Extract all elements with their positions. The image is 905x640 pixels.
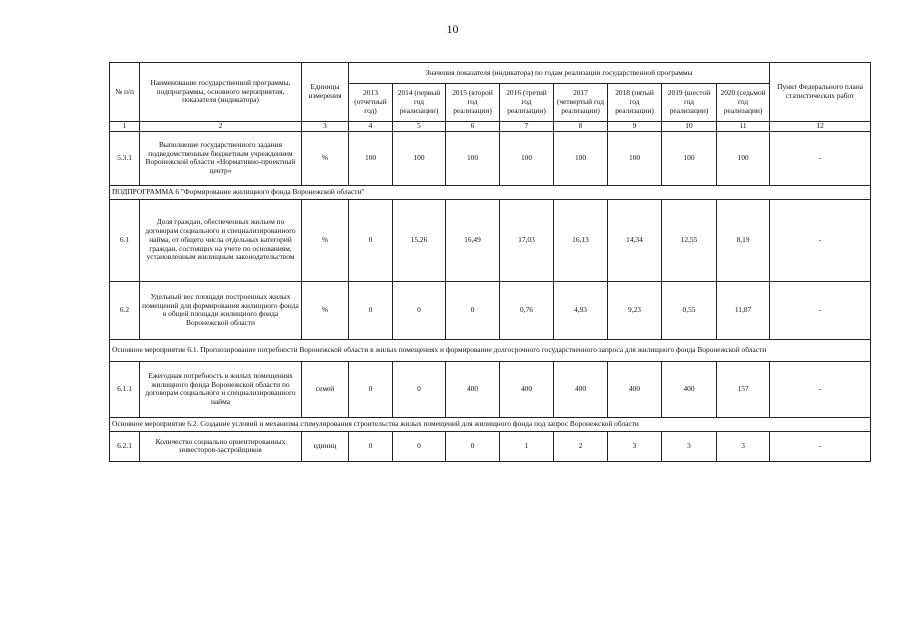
row-unit: единиц	[302, 431, 349, 461]
row-value: 0	[446, 431, 500, 461]
row-value: 1	[500, 431, 554, 461]
row-value: 3	[717, 431, 770, 461]
row-fed-plan: -	[770, 361, 871, 417]
row-unit: %	[302, 199, 349, 281]
subprogram-row	[110, 185, 871, 199]
row-value: 100	[662, 131, 717, 185]
row-fed-plan: -	[770, 131, 871, 185]
row-name: Количество социально ориентированных инвесторов-застройщиков	[140, 431, 302, 461]
row-value: 12,55	[662, 199, 717, 281]
header-year: 2018 (пятый год реализации)	[608, 84, 662, 122]
header-year: 2013 (отчетный год)	[349, 84, 393, 122]
measure-row	[110, 339, 871, 361]
row-fed-plan: -	[770, 199, 871, 281]
column-number: 1	[110, 122, 140, 132]
row-value: 14,34	[608, 199, 662, 281]
subprogram-title: ПОДПРОГРАММА 6 "Формирование жилищного фонда Воронежской области"	[110, 185, 871, 199]
row-value: 16,13	[554, 199, 608, 281]
row-value: 100	[393, 131, 446, 185]
row-value: 0	[349, 281, 393, 339]
row-value: 0	[349, 361, 393, 417]
row-value: 4,93	[554, 281, 608, 339]
column-number: 8	[554, 122, 608, 132]
row-value: 17,03	[500, 199, 554, 281]
table-row	[110, 131, 871, 185]
row-value: 3	[608, 431, 662, 461]
row-value: 0,76	[500, 281, 554, 339]
row-name: Удельный вес площади построенных жилых помещений для формирования жилищного фонда в общей площади жилищного фонда Воронежской области	[140, 281, 302, 339]
row-num: 6.1.1	[110, 361, 140, 417]
column-number: 12	[770, 122, 871, 132]
column-number: 10	[662, 122, 717, 132]
table-row	[110, 431, 871, 461]
column-number: 4	[349, 122, 393, 132]
row-value: 0	[393, 281, 446, 339]
row-unit: семей	[302, 361, 349, 417]
row-value: 100	[500, 131, 554, 185]
table-row	[110, 281, 871, 339]
row-value: 400	[500, 361, 554, 417]
header-col-unit: Единицы измерения	[302, 63, 349, 122]
header-col-fed-plan: Пункт Федерального плана статистических работ	[770, 63, 871, 122]
row-num: 6.2	[110, 281, 140, 339]
row-value: 8,19	[717, 199, 770, 281]
row-value: 100	[554, 131, 608, 185]
column-number: 5	[393, 122, 446, 132]
header-year: 2019 (шестой год реализации)	[662, 84, 717, 122]
row-value: 400	[554, 361, 608, 417]
row-value: 400	[608, 361, 662, 417]
table-row	[110, 199, 871, 281]
row-value: 400	[662, 361, 717, 417]
row-name: Выполнение государственного задания подведомственным бюджетным учреждением Воронежской области «Нормативно-проектный центр»	[140, 131, 302, 185]
row-value: 11,87	[717, 281, 770, 339]
row-value: 9,23	[608, 281, 662, 339]
header-col-num: № п/п	[110, 63, 140, 122]
header-year: 2014 (первый год реализации)	[393, 84, 446, 122]
header-year: 2017 (четвертый год реализации)	[554, 84, 608, 122]
measure-row	[110, 417, 871, 431]
row-value: 0	[393, 361, 446, 417]
row-value: 0	[349, 431, 393, 461]
row-num: 5.3.1	[110, 131, 140, 185]
header-values-group: Значения показателя (индикатора) по годам реализации государственной программы	[349, 63, 770, 84]
table-row	[110, 361, 871, 417]
row-value: 100	[717, 131, 770, 185]
row-fed-plan: -	[770, 431, 871, 461]
measure-6-1-title: Основное мероприятие 6.1. Прогнозирование потребности Воронежской области в жилых помещениях и формирование долгосрочного государственного запроса для жилищного фонда Воронежской области	[110, 339, 871, 361]
row-value: 0,55	[662, 281, 717, 339]
measure-6-2-title: Основное мероприятие 6.2. Создание условий и механизма стимулирования строительства жилых помещений для жилищного фонда под запрос Воронежской области	[110, 417, 871, 431]
column-number: 11	[717, 122, 770, 132]
header-row-top	[110, 63, 871, 84]
row-value: 16,49	[446, 199, 500, 281]
row-num: 6.1	[110, 199, 140, 281]
row-unit: %	[302, 131, 349, 185]
column-number: 3	[302, 122, 349, 132]
row-name: Доля граждан, обеспеченных жильем по договорам социального и специализированного найма, от общего числа отдельных категорий граждан, состоящих на учете по основаниям, установленным жилищным законодательством	[140, 199, 302, 281]
row-value: 15,26	[393, 199, 446, 281]
header-col-name: Наименование государственной программы, подпрограммы, основного мероприятия, показателя (индикатора)	[140, 63, 302, 122]
row-value: 400	[446, 361, 500, 417]
row-value: 100	[446, 131, 500, 185]
row-unit: %	[302, 281, 349, 339]
header-year: 2016 (третий год реализации)	[500, 84, 554, 122]
indicators-table	[109, 62, 871, 462]
column-number: 7	[500, 122, 554, 132]
row-num: 6.2.1	[110, 431, 140, 461]
row-value: 157	[717, 361, 770, 417]
row-value: 0	[393, 431, 446, 461]
row-fed-plan: -	[770, 281, 871, 339]
column-number: 2	[140, 122, 302, 132]
row-name: Ежегодная потребность в жилых помещениях жилищного фонда Воронежской области по договорам социального и специализированного найма	[140, 361, 302, 417]
row-value: 100	[349, 131, 393, 185]
row-value: 0	[446, 281, 500, 339]
column-number: 9	[608, 122, 662, 132]
column-number: 6	[446, 122, 500, 132]
row-value: 3	[662, 431, 717, 461]
header-year: 2020 (седьмой год реализации)	[717, 84, 770, 122]
header-year: 2015 (второй год реализации)	[446, 84, 500, 122]
column-numbers-row	[110, 122, 871, 132]
row-value: 100	[608, 131, 662, 185]
row-value: 0	[349, 199, 393, 281]
row-value: 2	[554, 431, 608, 461]
page-number: 10	[446, 22, 459, 36]
